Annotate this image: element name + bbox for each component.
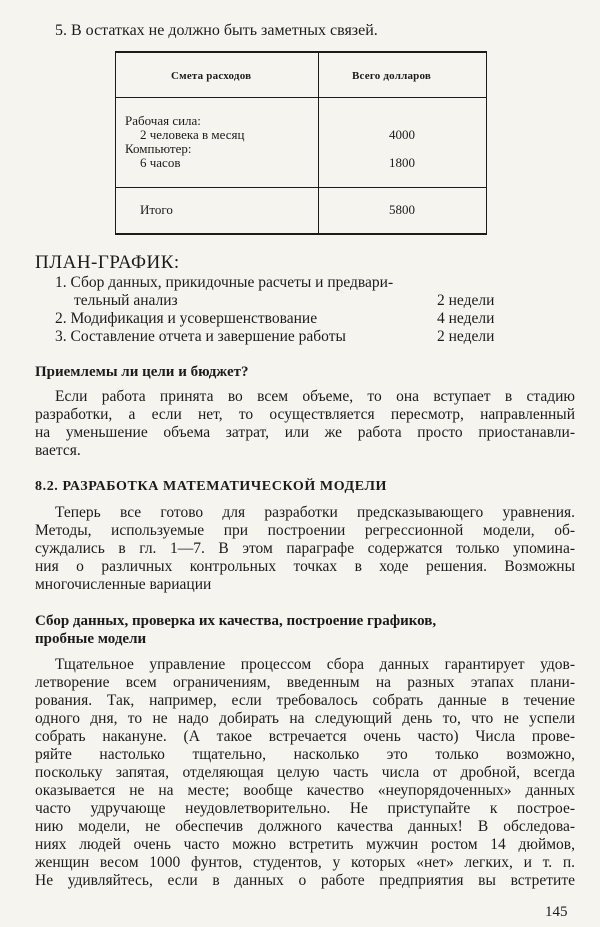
labor-detail: 2 человека в месяц	[140, 127, 245, 142]
budget-line: вается.	[35, 442, 81, 459]
data-section-line: нию модели, не обеспечив должного качества данных! В обследова-	[35, 818, 575, 835]
total-value: 5800	[389, 202, 415, 217]
budget-line: разработки, а если нет, то осуществляется пересмотр, направленный	[35, 406, 575, 423]
table-right-rule	[486, 53, 487, 233]
section-8-2-line: Методы, используемые при построении регрессионной модели, об-	[35, 522, 575, 539]
section-8-2-line: ния о различных контрольных точках в ходе решения. Возможны	[35, 558, 575, 575]
total-label: Итого	[140, 202, 173, 217]
schedule-title: ПЛАН-ГРАФИК:	[35, 252, 180, 273]
budget-line: на уменьшение объема затрат, или же работа просто приостанавли-	[35, 424, 575, 441]
data-section-heading: Сбор данных, проверка их качества, построение графиков,	[35, 613, 437, 629]
table-total-rule	[115, 187, 487, 188]
schedule-item-1: 1. Сбор данных, прикидочные расчеты и предвари-	[55, 274, 394, 291]
labor-value: 4000	[389, 127, 415, 142]
schedule-item-1-cont: тельный анализ	[74, 292, 178, 309]
section-8-2-line: Теперь все готово для разработки предсказывающего уравнения.	[55, 504, 575, 521]
data-section-line: собрать накануне. (А такое встречается очень часто) Числа прове-	[35, 728, 575, 745]
budget-heading: Приемлемы ли цели и бюджет?	[35, 364, 249, 380]
schedule-item-2-duration: 4 недели	[437, 310, 495, 327]
computer-label: Компьютер:	[125, 141, 192, 156]
data-section-line: рования. Так, например, если требовалось собрать данные в течение	[35, 692, 575, 709]
schedule-item-3: 3. Составление отчета и завершение работы	[55, 328, 346, 345]
data-section-line: часто удручающе неудовлетворительно. Не приступайте к построе-	[35, 800, 575, 817]
section-8-2-heading: 8.2. РАЗРАБОТКА МАТЕМАТИЧЕСКОЙ МОДЕЛИ	[35, 479, 388, 494]
section-8-2-line: многочисленные вариации	[35, 576, 212, 593]
table-header-total: Всего долларов	[352, 70, 432, 82]
table-left-rule	[115, 53, 116, 233]
schedule-item-1-duration: 2 недели	[437, 292, 495, 309]
schedule-item-2: 2. Модификация и усовершенствование	[55, 310, 318, 327]
data-section-line: оказывается не на месте; вообще качество «неупорядоченных» данных	[35, 782, 575, 799]
table-middle-rule	[318, 53, 319, 233]
page-number: 145	[545, 904, 568, 920]
data-section-line: одного дня, то не надо добирать на следующий день то, что не успели	[35, 710, 575, 727]
table-header-rule	[115, 97, 487, 98]
data-section-line: женщин весом 1000 фунтов, студентов, у которых «нет» легких, и т. п.	[35, 854, 575, 871]
data-section-heading-cont: пробные модели	[35, 631, 147, 647]
budget-line: Если работа принята во всем объеме, то она вступает в стадию	[55, 388, 575, 405]
data-section-line: летворение всем ограничениям, введенным на разных этапах плани-	[35, 674, 575, 691]
section-8-2-line: суждались в гл. 1—7. В этом параграфе содержатся только упомина-	[35, 540, 575, 557]
schedule-item-3-duration: 2 недели	[437, 328, 495, 345]
labor-label: Рабочая сила:	[125, 113, 201, 128]
data-section-line: Тщательное управление процессом сбора данных гарантирует удов-	[55, 656, 575, 673]
cost-estimate-table	[115, 51, 487, 235]
data-section-line: поскольку запятая, отделяющая целую часть числа от дробной, всегда	[35, 764, 575, 781]
data-section-line: ряйте настолько тщательно, насколько это только возможно,	[35, 746, 575, 763]
computer-detail: 6 часов	[140, 155, 181, 170]
computer-value: 1800	[389, 155, 415, 170]
data-section-line: ниях людей очень часто можно встретить мужчин ростом 14 дюймов,	[35, 836, 575, 853]
table-header-cost: Смета расходов	[171, 70, 252, 82]
data-section-line: Не удивляйтесь, если в данных о работе предприятия вы встретите	[35, 872, 575, 889]
list-item-5: 5. В остатках не должно быть заметных связей.	[55, 22, 378, 39]
